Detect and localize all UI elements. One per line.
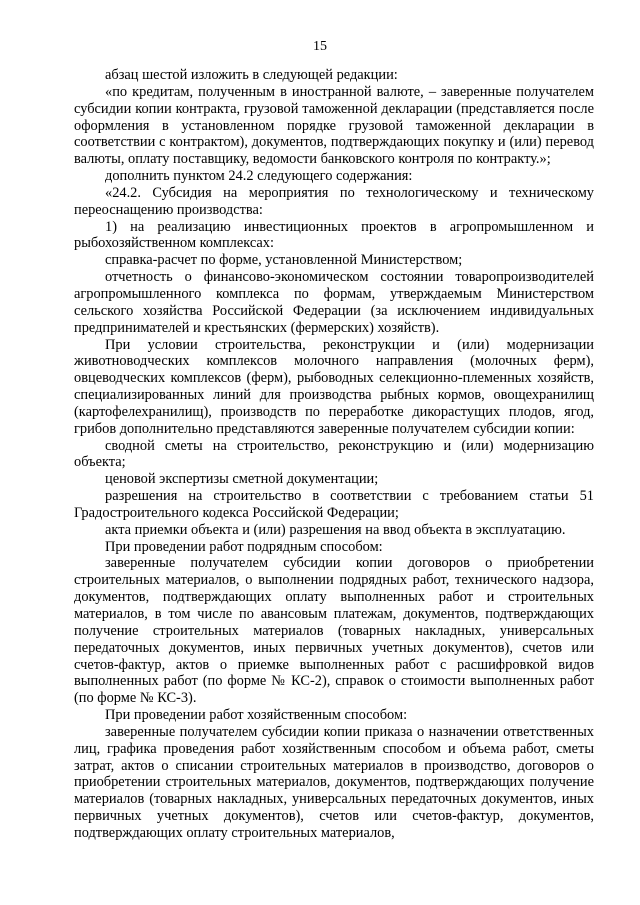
paragraph: сводной сметы на строительство, реконструкцию и (или) модернизацию объекта; <box>74 437 594 471</box>
paragraph: «по кредитам, полученным в иностранной валюте, – заверенные получателем субсидии копии контракта, грузовой таможенной декларации (представляется после оформления в установленном порядке грузовой таможенной декларации в соответствии с контрактом), документов, подтверждающих покупку и (или) перевод валюты, оплату поставщику, ведомости банковского контроля по контракту.»; <box>74 83 594 168</box>
paragraph: 1) на реализацию инвестиционных проектов в агропромышленном и рыбохозяйственном комплексах: <box>74 218 594 252</box>
paragraph: ценовой экспертизы сметной документации; <box>105 471 379 488</box>
paragraph: «24.2. Субсидия на мероприятия по технологическому и техническому переоснащению производства: <box>74 184 594 218</box>
paragraph: акта приемки объекта и (или) разрешения на ввод объекта в эксплуатацию. <box>105 521 566 538</box>
paragraph: дополнить пунктом 24.2 следующего содержания: <box>105 168 413 185</box>
paragraph: абзац шестой изложить в следующей редакции: <box>105 67 398 83</box>
paragraph: При проведении работ хозяйственным способом: <box>105 707 408 724</box>
paragraph: заверенные получателем субсидии копии договоров о приобретении строительных материалов, о выполнении подрядных работ, технического надзора, документов, подтверждающих оплату выполненных работ и строительных материалов, в том числе по авансовым платежам, документов, подтверждающих получение строительных материалов (товарных накладных, универсальных передаточных документов, иных первичных учетных документов), счетов или счетов-фактур, актов о приемке выполненных работ с расшифровкой видов выполненных работ (по форме № КС-2), справок о стоимости выполненных работ (по форме № КС-3). <box>74 555 594 707</box>
paragraph: заверенные получателем субсидии копии приказа о назначении ответственных лиц, графика проведения работ хозяйственным способом и объема работ, сметы затрат, актов о списании строительных материалов в производство, договоров о приобретении строительных материалов, документов, подтверждающих получение материалов (товарных накладных, универсальных передаточных документов, иных первичных учетных документов), счетов или счетов-фактур, документов, подтверждающих оплату строительных материалов, <box>74 723 594 841</box>
paragraph: справка-расчет по форме, установленной Министерством; <box>105 252 463 269</box>
paragraph: разрешения на строительство в соответствии с требованием статьи 51 Градостроительного кодекса Российской Федерации; <box>74 488 594 521</box>
paragraph: При условии строительства, реконструкции и (или) модернизации животноводческих комплексов молочного направления (молочных ферм), овцеводческих комплексов (ферм), рыбоводных селекционно-племенных хозяйств, специализированных линий для производства рыбных кормов, овощехранилищ (картофелехранилищ), производств по переработке дикорастущих плодов, ягод, грибов дополнительно представляются заверенные получателем субсидии копии: <box>74 336 594 437</box>
document-body <box>74 67 594 842</box>
paragraph: отчетность о финансово-экономическом состоянии товаропроизводителей агропромышленного комплекса по формам, утверждаемым Министерством сельского хозяйства Российской Федерации (за исключением индивидуальных предпринимателей и крестьянских (фермерских) хозяйств). <box>74 269 594 336</box>
page-number: 15 <box>313 39 327 54</box>
paragraph: При проведении работ подрядным способом: <box>105 538 383 555</box>
